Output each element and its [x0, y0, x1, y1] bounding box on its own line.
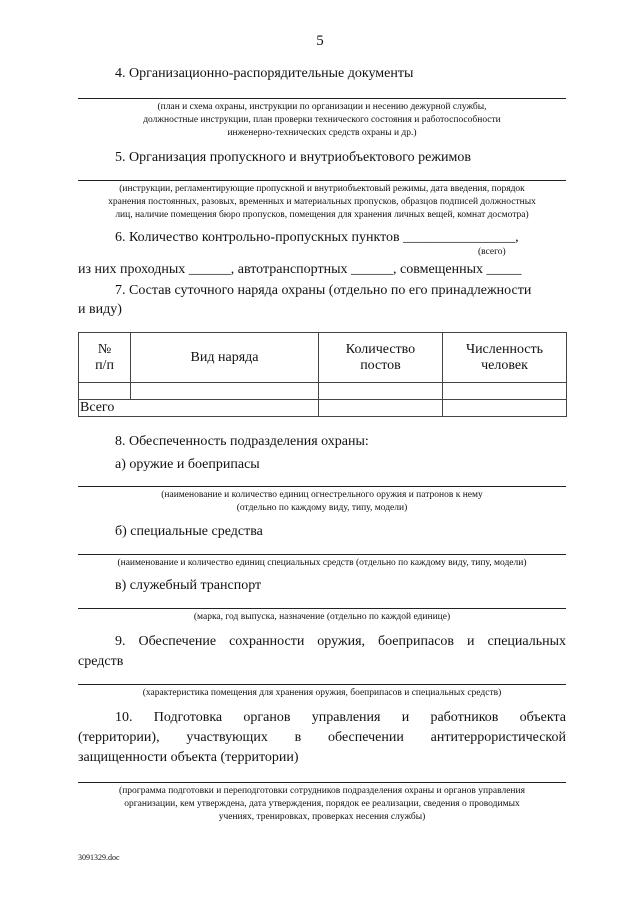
- section-6-kpp-breakdown: из них проходных ______, автотранспортных ______, совмещенных _____: [78, 262, 522, 277]
- header-post-count: Количество постов: [319, 333, 443, 383]
- section-8c-caption: (марка, год выпуска, назначение (отдельно по каждой единице): [193, 612, 451, 622]
- section-6-kpp-count: 6. Количество контрольно-пропускных пунктов ________________,: [115, 230, 519, 245]
- section-4-heading: 4. Организационно-распорядительные документы: [115, 66, 414, 81]
- section-9-heading: 9. Обеспечение сохранности оружия, боеприпасов и специальных: [115, 634, 566, 649]
- section-6-total-note: (всего): [478, 247, 506, 257]
- section-10-fill-line[interactable]: [78, 782, 566, 783]
- table-total-row: [79, 400, 567, 417]
- header-number: № п/п: [79, 333, 131, 383]
- section-9-heading-cont: средств: [78, 654, 124, 669]
- header-detail-type: Вид наряда: [131, 333, 319, 383]
- table-header-row: [79, 333, 567, 383]
- section-9-fill-line[interactable]: [78, 684, 566, 685]
- section-4-caption: (план и схема охраны, инструкции по организации и несению дежурной службы, должностные инструкции, план проверки технического состояния и работоспособности инженерно-технических средств охраны и др.): [143, 102, 501, 138]
- section-8c-fill-line[interactable]: [78, 608, 566, 609]
- section-9-caption: (характеристика помещения для хранения оружия, боеприпасов и специальных средств): [142, 688, 502, 698]
- section-10-heading-cont: (территории), участвующих в обеспечении антитеррористической: [78, 730, 566, 745]
- section-5-caption: (инструкции, регламентирующие пропускной и внутриобъектовый режимы, дата введения, порядок хранения постоянных, разовых, временных и материальных пропусков, образцов подписей должностных лиц, наличие помещения бюро пропусков, помещения для хранения личных вещей, комнат досмотра): [108, 184, 536, 220]
- section-10-caption: (программа подготовки и переподготовки сотрудников подразделения охраны и органов управления организации, кем утверждена, дата утверждения, порядок ее реализации, сведения о проводимых учениях, тренировках, проверках несения службы): [119, 786, 525, 822]
- header-headcount: Численность человек: [443, 333, 567, 383]
- section-10-heading: 10. Подготовка органов управления и работников объекта: [115, 710, 566, 725]
- section-8-heading: 8. Обеспеченность подразделения охраны:: [115, 434, 369, 449]
- section-8a-label: а) оружие и боеприпасы: [115, 457, 260, 472]
- section-5-fill-line[interactable]: [78, 180, 566, 181]
- section-5-heading: 5. Организация пропускного и внутриобъектового режимов: [115, 150, 472, 165]
- section-8a-caption: (наименование и количество единиц огнестрельного оружия и патронов к нему (отдельно по каждому виду, типу, модели): [161, 490, 483, 513]
- section-7-heading-cont: и виду): [78, 302, 122, 317]
- section-8a-fill-line[interactable]: [78, 486, 566, 487]
- section-10-heading-end: защищенности объекта (территории): [78, 750, 299, 765]
- guard-detail-table: [78, 332, 567, 417]
- document-filename: 3091329.doc: [78, 853, 120, 862]
- section-4-fill-line[interactable]: [78, 98, 566, 99]
- section-8b-caption: (наименование и количество единиц специальных средств (отдельно по каждому виду, типу, модели): [117, 558, 527, 568]
- page-number: 5: [316, 33, 324, 49]
- section-8b-fill-line[interactable]: [78, 554, 566, 555]
- section-7-heading: 7. Состав суточного наряда охраны (отдельно по его принадлежности: [115, 283, 532, 298]
- section-8b-label: б) специальные средства: [115, 524, 263, 539]
- table-row: [79, 383, 567, 400]
- section-8c-label: в) служебный транспорт: [115, 578, 262, 593]
- total-label: Всего: [79, 400, 319, 417]
